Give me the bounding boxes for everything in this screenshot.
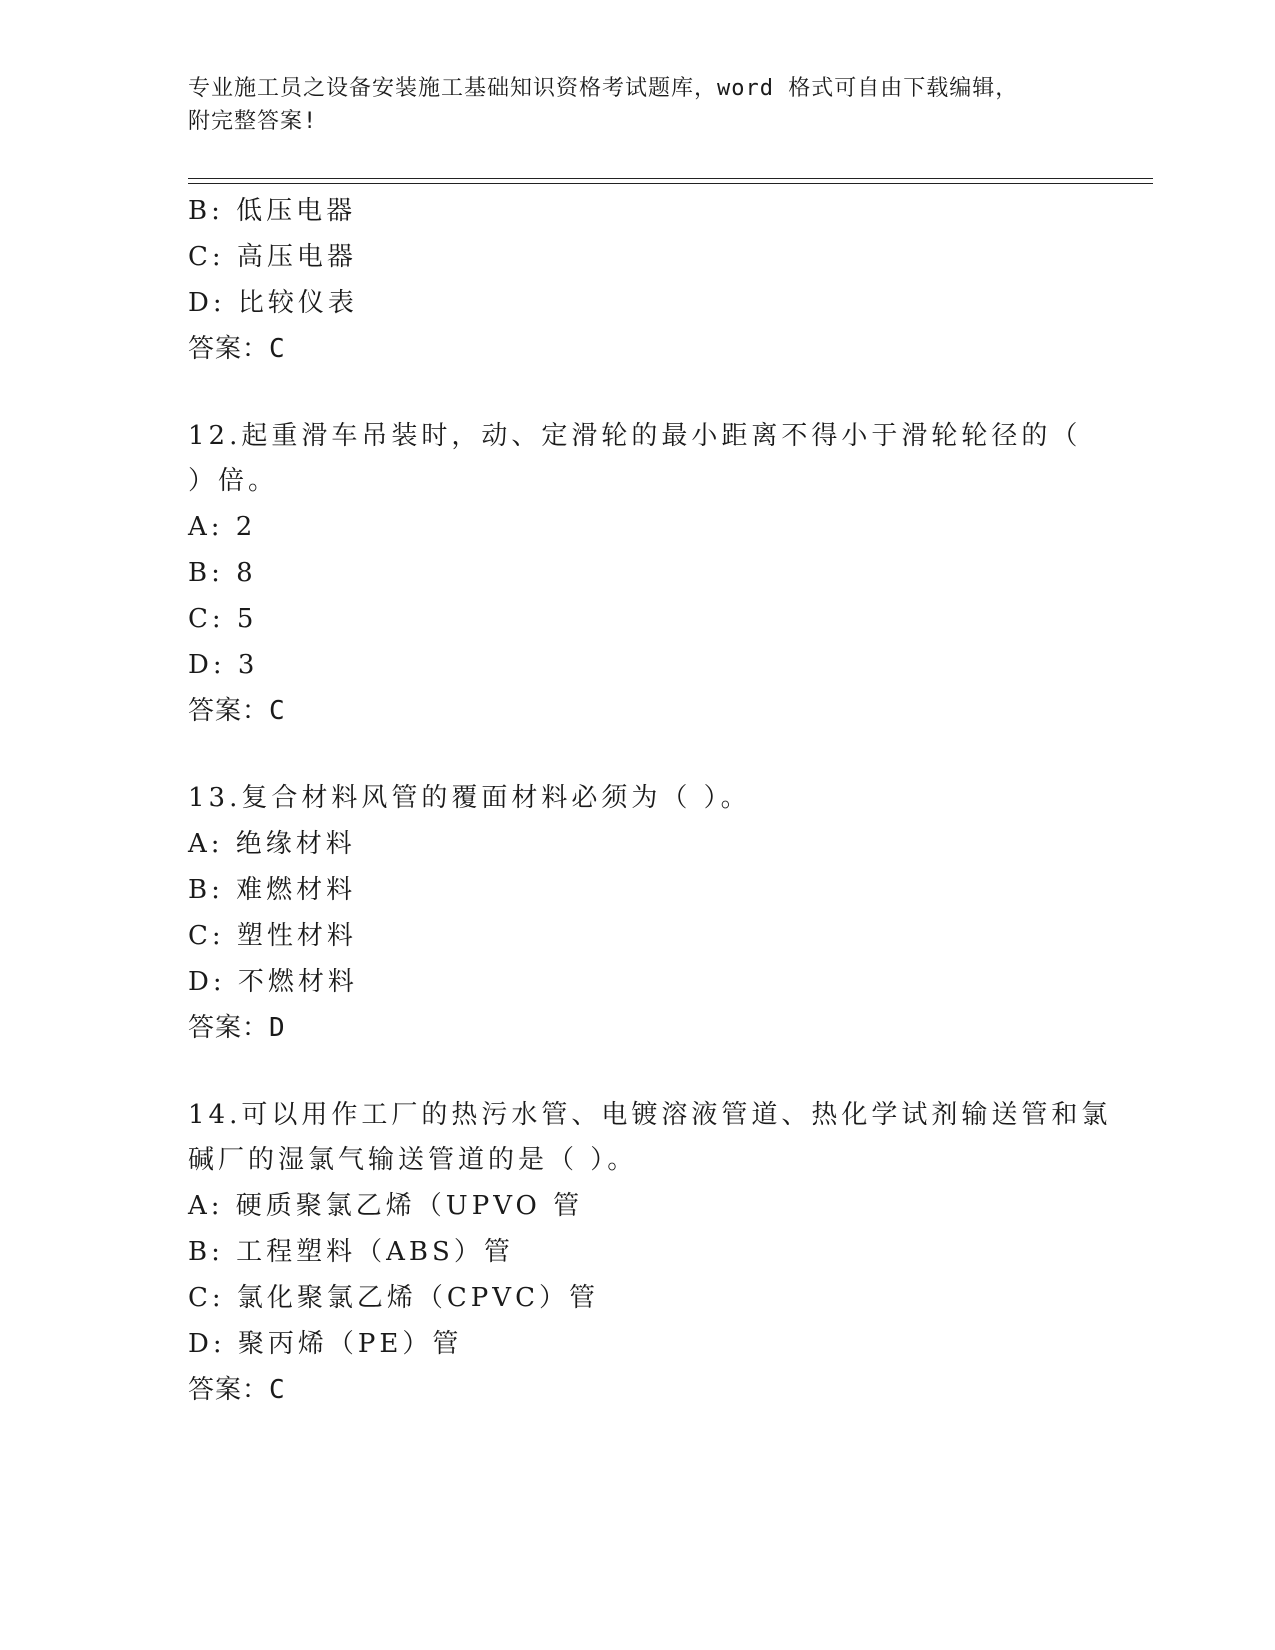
answer: 答案：C xyxy=(188,334,286,364)
option-b: B: 工程塑料（ABS）管 xyxy=(188,1237,514,1267)
question-stem-line: ）倍。 xyxy=(188,466,279,496)
question-stem-line: 14.可以用作工厂的热污水管、电镀溶液管道、热化学试剂输送管和氯 xyxy=(188,1100,1112,1130)
question-stem-line: 12.起重滑车吊装时，动、定滑轮的最小距离不得小于滑轮轮径的（ xyxy=(188,421,1082,451)
option-b: B: 难燃材料 xyxy=(188,875,357,905)
option-a: A: 2 xyxy=(188,512,257,542)
header-line-1: 专业施工员之设备安装施工基础知识资格考试题库，word 格式可自由下载编辑， xyxy=(188,76,1019,101)
question-14 xyxy=(188,1093,1112,1413)
question-stem xyxy=(188,776,1088,821)
header-line-2: 附完整答案! xyxy=(188,109,318,134)
option-d: D: 比较仪表 xyxy=(188,288,358,318)
question-stem xyxy=(188,414,1088,504)
option-c: C: 塑性材料 xyxy=(188,921,357,951)
option-c: C: 高压电器 xyxy=(188,242,357,272)
answer: 答案：C xyxy=(188,1375,286,1405)
option-c: C: 5 xyxy=(188,604,258,634)
answer: 答案：C xyxy=(188,696,286,726)
question-stem xyxy=(188,1093,1112,1183)
option-a: A: 绝缘材料 xyxy=(188,829,356,859)
question-stem-line: 碱厂的湿氯气输送管道的是（ ）。 xyxy=(188,1145,638,1175)
question-11 xyxy=(188,188,1088,372)
header-divider-top xyxy=(188,178,1153,179)
header-divider-bottom xyxy=(188,183,1153,184)
question-content xyxy=(188,188,1112,1413)
question-13 xyxy=(188,776,1088,1051)
option-d: D: 不燃材料 xyxy=(188,967,358,997)
option-a: A: 硬质聚氯乙烯（UPVO 管 xyxy=(188,1191,584,1221)
option-d: D: 聚丙烯（PE）管 xyxy=(188,1329,463,1359)
option-d: D: 3 xyxy=(188,650,259,680)
document-header xyxy=(188,72,1088,138)
question-stem-line: 13.复合材料风管的覆面材料必须为（ ）。 xyxy=(188,783,751,813)
question-12 xyxy=(188,414,1088,734)
option-b: B: 低压电器 xyxy=(188,196,357,226)
option-c: C: 氯化聚氯乙烯（CPVC）管 xyxy=(188,1283,599,1313)
option-b: B: 8 xyxy=(188,558,257,588)
answer: 答案：D xyxy=(188,1013,286,1043)
